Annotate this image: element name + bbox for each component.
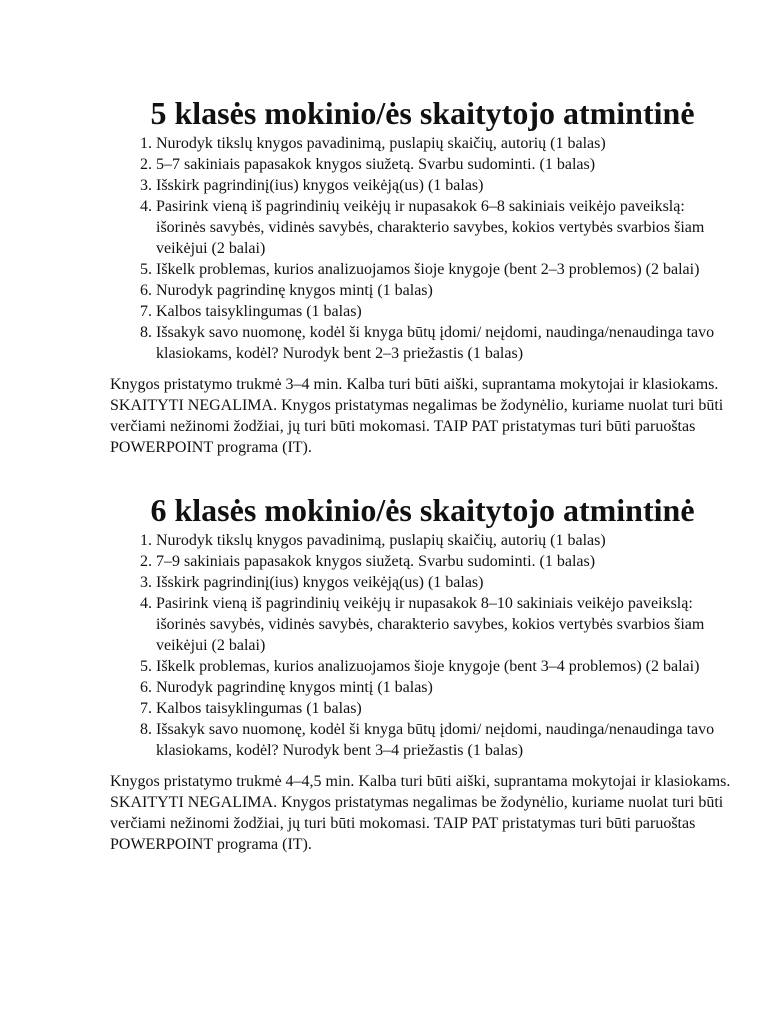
section-title: 6 klasės mokinio/ės skaitytojo atmintinė: [150, 492, 695, 528]
list-item: 3. Išskirk pagrindinį(ius) knygos veikėją(us) (1 balas): [156, 572, 735, 593]
list-item: 5. Iškelk problemas, kurios analizuojamos šioje knygoje (bent 3–4 problemos) (2 balai): [156, 656, 735, 677]
requirements-list: [110, 133, 735, 364]
list-item: 8. Išsakyk savo nuomonę, kodėl ši knyga būtų įdomi/ neįdomi, naudinga/nenaudinga tavo klasiokams, kodėl? Nurodyk bent 2–3 priežastis (1 balas): [156, 322, 735, 364]
section-grade-6: [110, 492, 735, 855]
requirements-list: [110, 530, 735, 761]
list-item: 7. Kalbos taisyklingumas (1 balas): [156, 301, 735, 322]
list-item: 2. 5–7 sakiniais papasakok knygos siužetą. Svarbu sudominti. (1 balas): [156, 154, 735, 175]
list-item: 4. Pasirink vieną iš pagrindinių veikėjų ir nupasakok 6–8 sakiniais veikėjo paveikslą: išorinės savybės, vidinės savybės, charakterio savybes, kokios vertybės svarbios šiam veikėjui (2 balai): [156, 196, 735, 259]
list-item: 8. Išsakyk savo nuomonę, kodėl ši knyga būtų įdomi/ neįdomi, naudinga/nenaudinga tavo klasiokams, kodėl? Nurodyk bent 3–4 priežastis (1 balas): [156, 719, 735, 761]
list-item: 4. Pasirink vieną iš pagrindinių veikėjų ir nupasakok 8–10 sakiniais veikėjo paveikslą: išorinės savybės, vidinės savybės, charakterio savybes, kokios vertybės svarbios šiam veikėjui (2 balai): [156, 593, 735, 656]
section-title: 5 klasės mokinio/ės skaitytojo atmintinė: [150, 95, 695, 131]
list-item: 2. 7–9 sakiniais papasakok knygos siužetą. Svarbu sudominti. (1 balas): [156, 551, 735, 572]
list-item: 6. Nurodyk pagrindinę knygos mintį (1 balas): [156, 677, 735, 698]
list-item: 6. Nurodyk pagrindinę knygos mintį (1 balas): [156, 280, 735, 301]
list-item: 1. Nurodyk tikslų knygos pavadinimą, puslapių skaičių, autorių (1 balas): [156, 133, 735, 154]
list-item: 1. Nurodyk tikslų knygos pavadinimą, puslapių skaičių, autorių (1 balas): [156, 530, 735, 551]
section-grade-5: [110, 95, 735, 458]
list-item: 5. Iškelk problemas, kurios analizuojamos šioje knygoje (bent 2–3 problemos) (2 balai): [156, 259, 735, 280]
list-item: 3. Išskirk pagrindinį(ius) knygos veikėją(us) (1 balas): [156, 175, 735, 196]
presentation-rules-paragraph: Knygos pristatymo trukmė 4–4,5 min. Kalba turi būti aiški, suprantama mokytojai ir klasiokams. SKAITYTI NEGALIMA. Knygos pristatymas negalimas be žodynėlio, kuriame nuolat turi būti verčiami nežinomi žodžiai, jų turi būti mokomasi. TAIP PAT pristatymas turi būti paruoštas POWERPOINT programa (IT).: [110, 773, 731, 853]
presentation-rules-paragraph: Knygos pristatymo trukmė 3–4 min. Kalba turi būti aiški, suprantama mokytojai ir klasiokams. SKAITYTI NEGALIMA. Knygos pristatymas negalimas be žodynėlio, kuriame nuolat turi būti verčiami nežinomi žodžiai, jų turi būti mokomasi. TAIP PAT pristatymas turi būti paruoštas POWERPOINT programa (IT).: [110, 376, 724, 456]
list-item: 7. Kalbos taisyklingumas (1 balas): [156, 698, 735, 719]
document-page: [110, 95, 735, 855]
